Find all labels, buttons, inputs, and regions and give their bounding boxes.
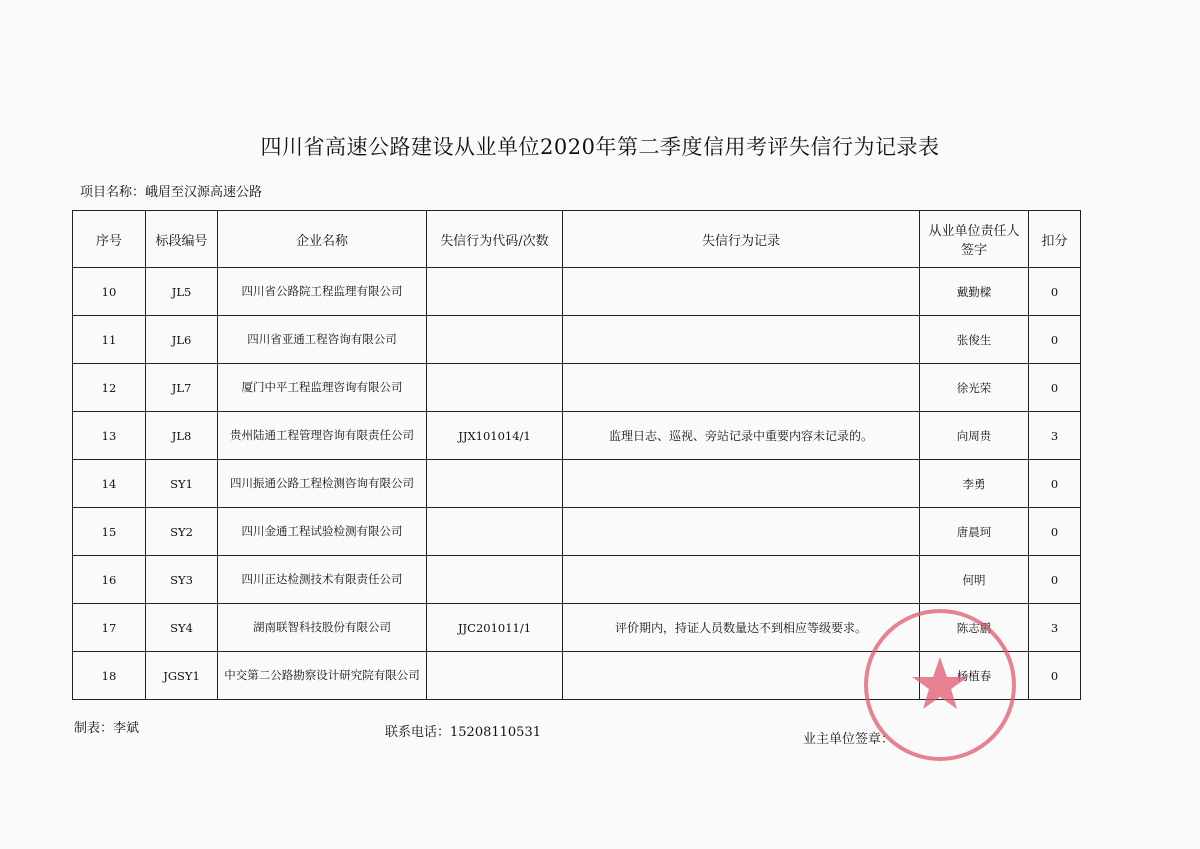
cell-no: 18 bbox=[73, 652, 146, 700]
cell-no: 15 bbox=[73, 508, 146, 556]
cell-record bbox=[563, 556, 920, 604]
cell-code bbox=[427, 316, 563, 364]
cell-company: 四川省公路院工程监理有限公司 bbox=[218, 268, 427, 316]
header-code: 失信行为代码/次数 bbox=[427, 211, 563, 268]
table-row bbox=[73, 460, 1081, 508]
cell-company: 四川金通工程试验检测有限公司 bbox=[218, 508, 427, 556]
phone-number: 15208110531 bbox=[450, 725, 541, 740]
cell-score: 0 bbox=[1029, 460, 1081, 508]
header-section: 标段编号 bbox=[146, 211, 218, 268]
header-score: 扣分 bbox=[1029, 211, 1081, 268]
cell-score: 0 bbox=[1029, 364, 1081, 412]
cell-no: 14 bbox=[73, 460, 146, 508]
cell-record bbox=[563, 508, 920, 556]
cell-code bbox=[427, 364, 563, 412]
cell-section: JL8 bbox=[146, 412, 218, 460]
cell-section: JL7 bbox=[146, 364, 218, 412]
cell-record: 监理日志、巡视、旁站记录中重要内容未记录的。 bbox=[563, 412, 920, 460]
cell-score: 0 bbox=[1029, 316, 1081, 364]
phone-line bbox=[385, 721, 541, 740]
cell-record bbox=[563, 364, 920, 412]
cell-signer: 张俊生 bbox=[920, 316, 1029, 364]
company-seal-stamp bbox=[860, 605, 1020, 765]
cell-code bbox=[427, 556, 563, 604]
cell-code bbox=[427, 460, 563, 508]
cell-code: JJX101014/1 bbox=[427, 412, 563, 460]
cell-no: 12 bbox=[73, 364, 146, 412]
table-row bbox=[73, 268, 1081, 316]
cell-score: 3 bbox=[1029, 604, 1081, 652]
project-name: 峨眉至汉源高速公路 bbox=[145, 185, 263, 200]
cell-section: JGSY1 bbox=[146, 652, 218, 700]
maker-label: 制表： bbox=[74, 721, 114, 736]
cell-section: SY2 bbox=[146, 508, 218, 556]
cell-company: 厦门中平工程监理咨询有限公司 bbox=[218, 364, 427, 412]
cell-signer: 向周贵 bbox=[920, 412, 1029, 460]
table-row bbox=[73, 316, 1081, 364]
cell-no: 11 bbox=[73, 316, 146, 364]
phone-label: 联系电话： bbox=[385, 725, 451, 740]
cell-company: 四川省亚通工程咨询有限公司 bbox=[218, 316, 427, 364]
cell-company: 四川正达检测技术有限责任公司 bbox=[218, 556, 427, 604]
cell-score: 0 bbox=[1029, 652, 1081, 700]
maker-name: 李斌 bbox=[113, 721, 140, 736]
cell-code: JJC201011/1 bbox=[427, 604, 563, 652]
cell-record: 评价期内，持证人员数量达不到相应等级要求。 bbox=[563, 604, 920, 652]
cell-score: 0 bbox=[1029, 556, 1081, 604]
project-line bbox=[80, 181, 262, 200]
cell-score: 0 bbox=[1029, 508, 1081, 556]
cell-no: 13 bbox=[73, 412, 146, 460]
cell-score: 3 bbox=[1029, 412, 1081, 460]
table-row bbox=[73, 556, 1081, 604]
cell-company: 四川振通公路工程检测咨询有限公司 bbox=[218, 460, 427, 508]
maker-line bbox=[74, 717, 139, 736]
cell-record bbox=[563, 268, 920, 316]
cell-code bbox=[427, 652, 563, 700]
cell-section: SY3 bbox=[146, 556, 218, 604]
cell-no: 16 bbox=[73, 556, 146, 604]
cell-section: SY1 bbox=[146, 460, 218, 508]
table-row bbox=[73, 364, 1081, 412]
cell-section: JL5 bbox=[146, 268, 218, 316]
cell-no: 17 bbox=[73, 604, 146, 652]
cell-signer: 李勇 bbox=[920, 460, 1029, 508]
cell-signer: 徐光荣 bbox=[920, 364, 1029, 412]
header-company: 企业名称 bbox=[218, 211, 427, 268]
cell-record bbox=[563, 316, 920, 364]
cell-section: SY4 bbox=[146, 604, 218, 652]
cell-company: 中交第二公路勘察设计研究院有限公司 bbox=[218, 652, 427, 700]
table-header-row bbox=[73, 211, 1081, 268]
header-signer: 从业单位责任人签字 bbox=[920, 211, 1029, 268]
project-label: 项目名称： bbox=[80, 185, 146, 200]
cell-company: 贵州陆通工程管理咨询有限责任公司 bbox=[218, 412, 427, 460]
cell-code bbox=[427, 268, 563, 316]
cell-score: 0 bbox=[1029, 268, 1081, 316]
cell-section: JL6 bbox=[146, 316, 218, 364]
cell-signer: 陈志鹏 bbox=[920, 604, 1029, 652]
table-row bbox=[73, 412, 1081, 460]
cell-record bbox=[563, 460, 920, 508]
page-title: 四川省高速公路建设从业单位2020年第二季度信用考评失信行为记录表 bbox=[260, 135, 940, 159]
header-record: 失信行为记录 bbox=[563, 211, 920, 268]
cell-company: 湖南联智科技股份有限公司 bbox=[218, 604, 427, 652]
cell-signer: 戴勤樑 bbox=[920, 268, 1029, 316]
owner-sign-label: 业主单位签章： bbox=[803, 732, 895, 747]
table-row bbox=[73, 508, 1081, 556]
cell-code bbox=[427, 508, 563, 556]
cell-signer: 杨植春 bbox=[920, 652, 1029, 700]
header-no: 序号 bbox=[73, 211, 146, 268]
cell-no: 10 bbox=[73, 268, 146, 316]
cell-signer: 何明 bbox=[920, 556, 1029, 604]
cell-signer: 唐晨珂 bbox=[920, 508, 1029, 556]
